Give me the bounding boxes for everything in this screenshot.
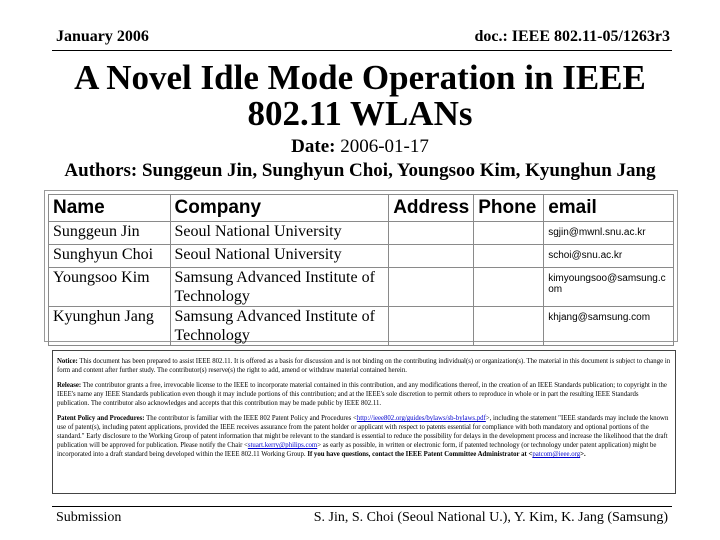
table-row (49, 222, 674, 245)
col-header-name: Name (49, 195, 171, 222)
patent-policy-link[interactable]: http://ieee802.org/guides/bylaws/sb-bylaws.pdf (356, 415, 486, 422)
cell-phone (474, 268, 544, 307)
header-divider (52, 50, 672, 51)
col-header-phone: Phone (474, 195, 544, 222)
patent-end: >. (580, 451, 586, 458)
cell-email[interactable]: khjang@samsung.com (544, 307, 674, 346)
date-line (0, 136, 720, 158)
chair-email-link[interactable]: stuart.kerry@philips.com (247, 442, 318, 449)
footer-divider (52, 506, 672, 507)
cell-address (389, 307, 474, 346)
table-row (49, 245, 674, 268)
cell-phone (474, 307, 544, 346)
notice-label: Notice: (57, 358, 78, 365)
notice-paragraph (57, 357, 671, 375)
cell-phone (474, 222, 544, 245)
footer-submission: Submission (56, 510, 122, 525)
table-header-row (49, 195, 674, 222)
authors-table (48, 194, 674, 346)
cell-address (389, 245, 474, 268)
table-row (49, 268, 674, 307)
date-value: 2006-01-17 (340, 136, 429, 157)
cell-address (389, 268, 474, 307)
release-label: Release: (57, 382, 82, 389)
cell-phone (474, 245, 544, 268)
release-paragraph (57, 381, 671, 408)
cell-address (389, 222, 474, 245)
cell-name: Youngsoo Kim (49, 268, 171, 307)
notice-text: This document has been prepared to assist IEEE 802.11. It is offered as a basis for discussion and is not binding on the contributing individual(s) or organization(s). The material in this document is subject to change in form and content after further study. The contributor(s) reserve(s) the right to add, amend or withdraw material contained herein. (57, 358, 671, 374)
patent-text-1: The contributor is familiar with the IEEE 802 Patent Policy and Procedures < (146, 415, 357, 422)
cell-company: Seoul National University (170, 222, 389, 245)
cell-name: Sunghyun Choi (49, 245, 171, 268)
cell-name: Kyunghun Jang (49, 307, 171, 346)
patent-label: Patent Policy and Procedures: (57, 415, 145, 422)
patent-paragraph (57, 414, 671, 459)
cell-email[interactable]: schoi@snu.ac.kr (544, 245, 674, 268)
col-header-address: Address (389, 195, 474, 222)
footer-authors: S. Jin, S. Choi (Seoul National U.), Y. Kim, K. Jang (Samsung) (313, 510, 668, 525)
patent-text-3: > as early as possible, in written or electronic form, if patented technology (or technology under patent application) might be incorporated into a draft standard being developed within the IEEE 802.11 Working Group. (57, 442, 657, 458)
release-text: The contributor grants a free, irrevocable license to the IEEE to incorporate material contained in this contribution, and any modifications thereof, in the creation of an IEEE Standards publication; to copyright in the IEEE's name any IEEE Standards publication even though it may include portions of this contribution; and at the IEEE's sole discretion to permit others to reproduce in whole or in part the resulting IEEE Standards publication. The contributor also acknowledges and accepts that this contribution may be made public by IEEE 802.11. (57, 382, 667, 407)
cell-company: Seoul National University (170, 245, 389, 268)
cell-email[interactable]: sgjin@mwnl.snu.ac.kr (544, 222, 674, 245)
col-header-company: Company (170, 195, 389, 222)
patent-bold-text: If you have questions, contact the IEEE Patent Committee Administrator at < (307, 451, 533, 458)
col-header-email: email (544, 195, 674, 222)
cell-company: Samsung Advanced Institute of Technology (170, 307, 389, 346)
ieee-notice-box (52, 350, 676, 494)
cell-email[interactable]: kimyoungsoo@samsung.com (544, 268, 674, 307)
date-label: Date: (291, 136, 336, 157)
title-line-2: 802.11 WLANs (247, 94, 473, 133)
patent-text-2: >, including the statement "IEEE standards may include the known use of patent(s), including patent applications, provided the IEEE receives assurance from the patent holder or applicant with respect to patents essential for compliance with both mandatory and optional portions of the standard." Early disclosure to the Working Group of patent information that might be relevant to the standard is essential to reduce the possibility for delays in the development process and increase the likelihood that the draft publication will be approved for publication. Please notify the Chair < (57, 415, 669, 449)
title-line-1: A Novel Idle Mode Operation in IEEE (74, 58, 646, 97)
cell-name: Sunggeun Jin (49, 222, 171, 245)
cell-company: Samsung Advanced Institute of Technology (170, 268, 389, 307)
admin-email-link[interactable]: patcom@ieee.org (532, 451, 581, 458)
header-date: January 2006 (56, 28, 149, 45)
table-row (49, 307, 674, 346)
slide-title (60, 60, 660, 132)
authors-line: Authors: Sunggeun Jin, Sunghyun Choi, Youngsoo Kim, Kyunghun Jang (64, 160, 656, 181)
header-doc-id: doc.: IEEE 802.11-05/1263r3 (474, 28, 670, 45)
